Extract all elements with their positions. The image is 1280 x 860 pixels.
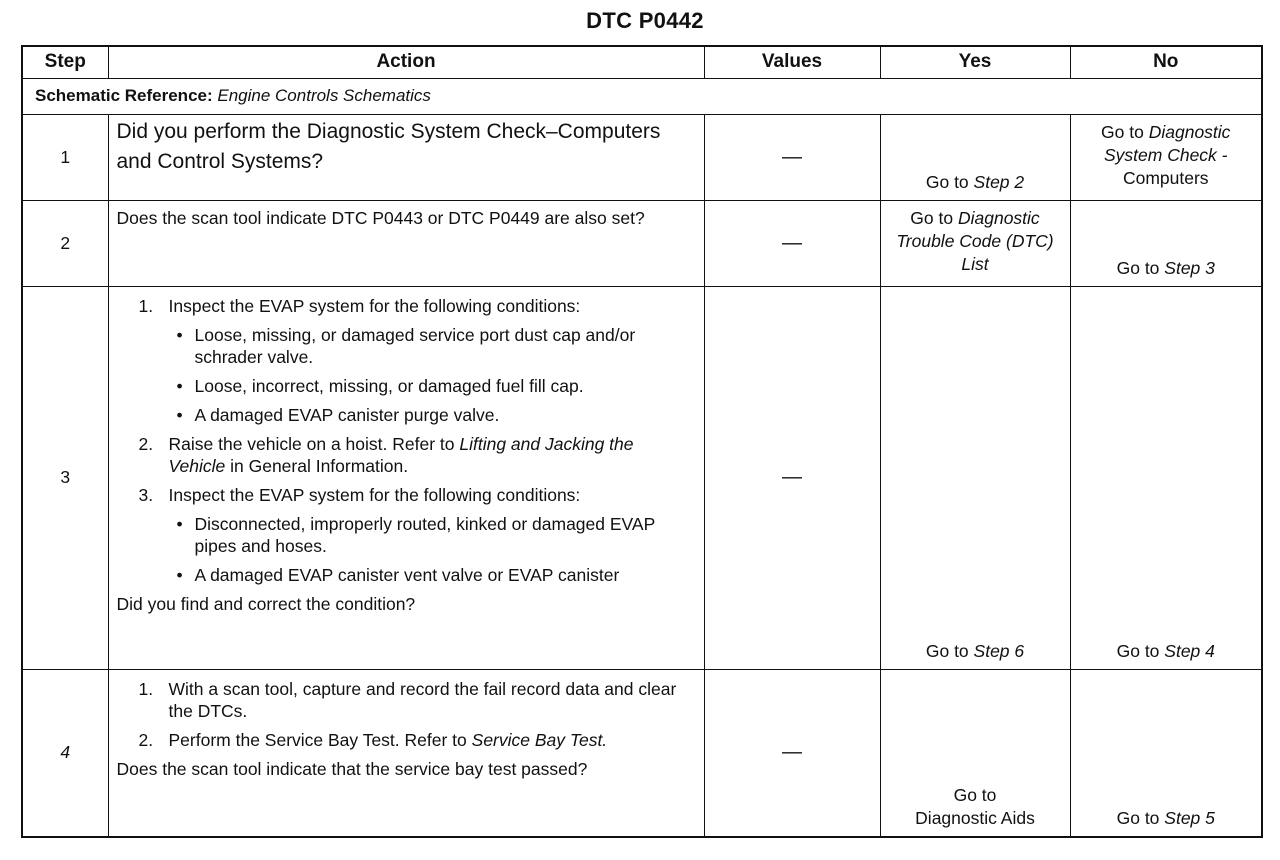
no-cell (1070, 200, 1262, 286)
no-prefix: Go to (1116, 257, 1165, 278)
list-item: • Disconnected, improperly routed, kinked or damaged EVAP pipes and hoses. (176, 513, 655, 556)
value-cell: — (704, 669, 880, 837)
action-cell (108, 669, 704, 837)
action-question: Does the scan tool indicate DTC P0443 or DTC P0449 are also set? (108, 200, 704, 286)
no-cell (1070, 114, 1262, 200)
list-item: • Loose, incorrect, missing, or damaged fuel fill cap. (176, 375, 584, 396)
yes-prefix: Go to (910, 207, 958, 228)
no-prefix: Go to (1116, 640, 1165, 661)
no-prefix: Go to (1101, 121, 1149, 142)
schematic-reference-label: Schematic Reference: (35, 86, 213, 105)
value-cell: — (704, 114, 880, 200)
list-item: • A damaged EVAP canister vent valve or EVAP canister (176, 564, 620, 585)
yes-target: Step 2 (973, 171, 1025, 192)
yes-cell (880, 200, 1070, 286)
yes-cell (880, 669, 1070, 837)
step-number: 4 (22, 669, 108, 837)
no-target: Step 3 (1164, 257, 1215, 278)
diagnostic-table (21, 45, 1263, 838)
list-item: 1. Inspect the EVAP system for the following conditions: (138, 295, 581, 316)
page-title: DTC P0442 (586, 8, 704, 33)
yes-prefix: Go to (925, 640, 974, 661)
no-cell (1070, 669, 1262, 837)
step-number: 2 (22, 200, 108, 286)
list-item: 2. Perform the Service Bay Test. Refer to Service Bay Test. (138, 729, 608, 750)
yes-cell (880, 114, 1070, 200)
action-cell (108, 286, 704, 669)
yes-prefix: Go to (953, 785, 997, 805)
list-item: • Loose, missing, or damaged service port dust cap and/or schrader valve. (176, 324, 636, 367)
yes-prefix: Go to (925, 171, 974, 192)
action-question: Did you perform the Diagnostic System Check–Computers and Control Systems? (108, 114, 704, 200)
no-target: Step 4 (1164, 640, 1215, 661)
header-no: No (1070, 46, 1262, 78)
header-step: Step (22, 46, 108, 78)
list-item: 1. With a scan tool, capture and record the fail record data and clear the DTCs. (138, 678, 677, 721)
no-target: Step 5 (1164, 808, 1215, 828)
header-yes: Yes (880, 46, 1070, 78)
value-cell: — (704, 286, 880, 669)
schematic-reference-row (22, 78, 1262, 114)
list-item: • A damaged EVAP canister purge valve. (176, 404, 500, 425)
table-row (22, 200, 1262, 286)
step-number: 3 (22, 286, 108, 669)
table-row (22, 669, 1262, 837)
table-row (22, 286, 1262, 669)
no-prefix: Go to (1116, 808, 1165, 828)
yes-target: Diagnostic Trouble Code (DTC) List (896, 207, 1054, 274)
list-item: 3. Inspect the EVAP system for the following conditions: (138, 484, 581, 505)
action-question: Did you find and correct the condition? (116, 593, 416, 614)
schematic-reference-link: Engine Controls Schematics (217, 86, 431, 105)
header-row (22, 46, 1262, 78)
value-cell: — (704, 200, 880, 286)
yes-cell (880, 286, 1070, 669)
yes-target: Diagnostic Aids (915, 808, 1035, 828)
no-target: Diagnostic System Check - (1104, 121, 1231, 165)
no-cell (1070, 286, 1262, 669)
list-item: 2. Raise the vehicle on a hoist. Refer to Lifting and Jacking the Vehicle in General Information. (138, 433, 634, 476)
no-suffix: Computers (1122, 167, 1209, 188)
step-number: 1 (22, 114, 108, 200)
action-question: Does the scan tool indicate that the service bay test passed? (116, 758, 588, 779)
header-action: Action (108, 46, 704, 78)
header-values: Values (704, 46, 880, 78)
yes-target: Step 6 (973, 640, 1025, 661)
table-row (22, 114, 1262, 200)
